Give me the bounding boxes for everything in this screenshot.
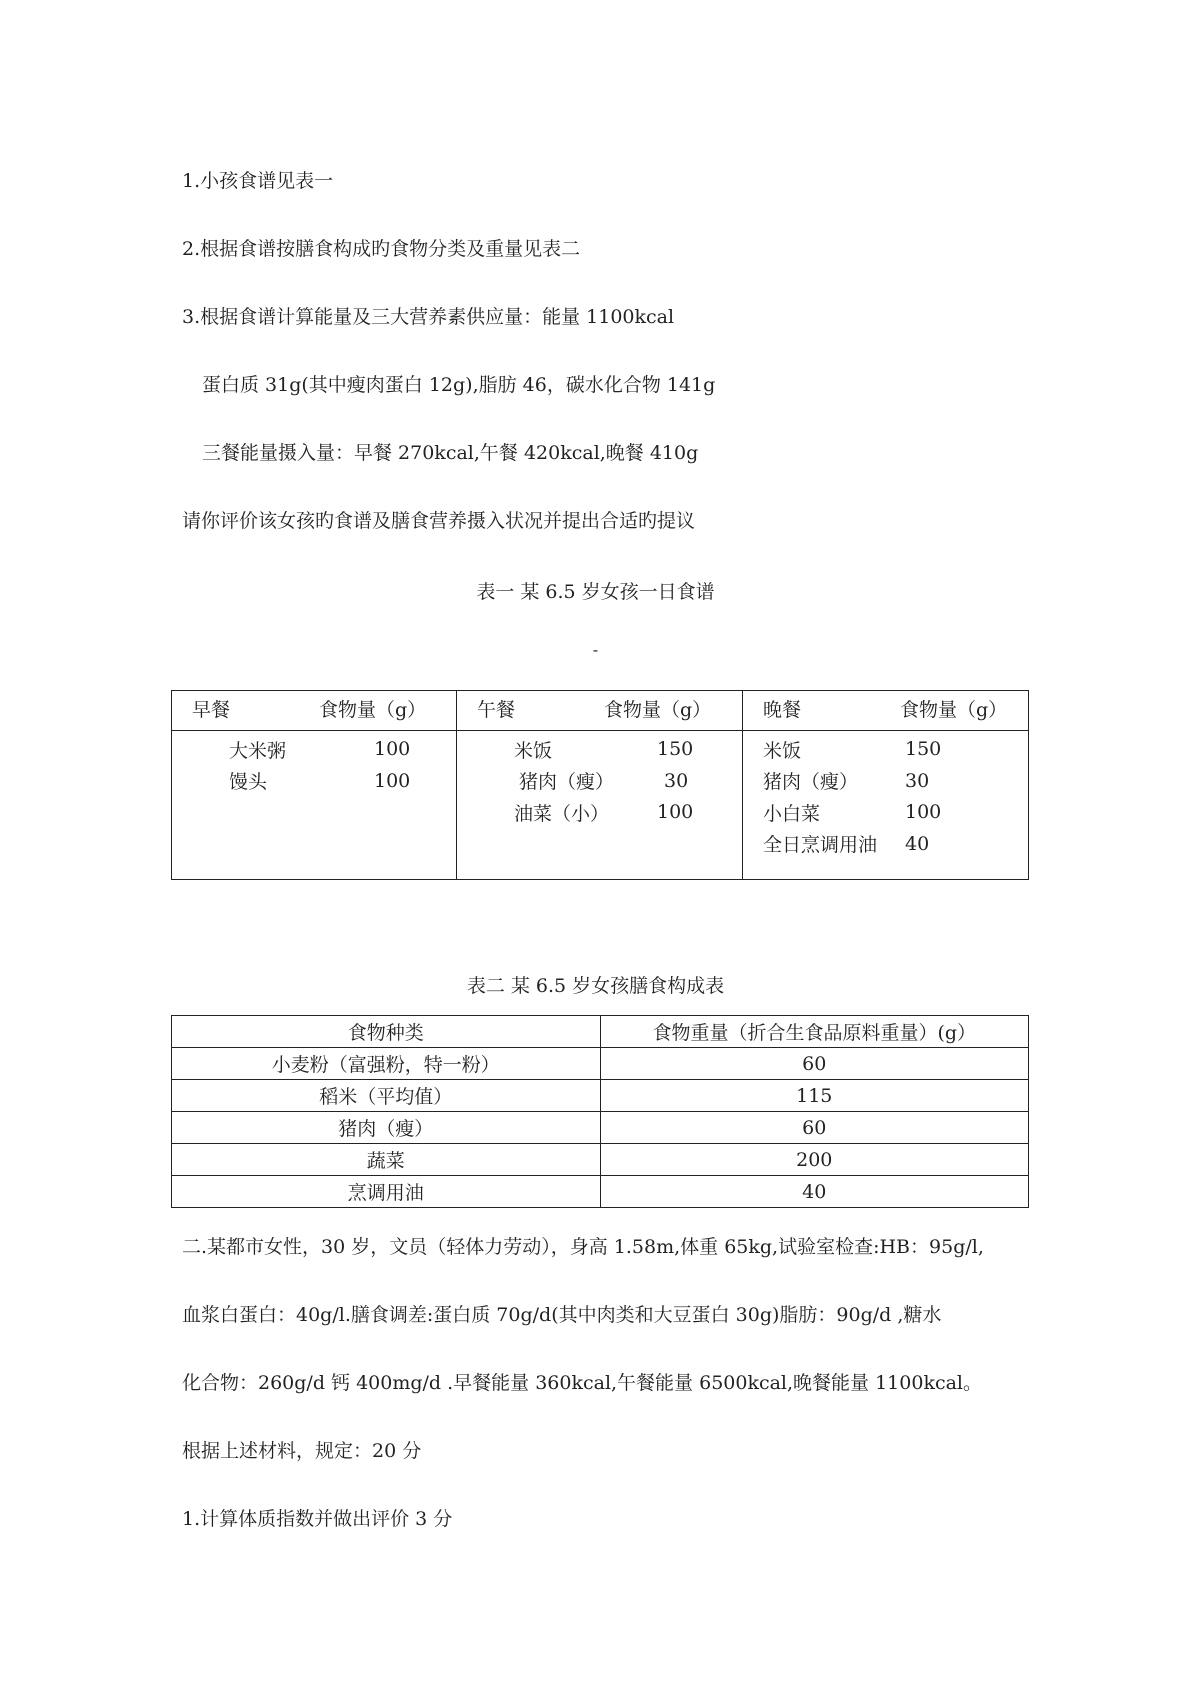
table-row — [172, 1176, 1029, 1208]
table-header-row — [172, 1016, 1029, 1048]
table2-title: 表二 某 6.5 岁女孩膳食构成表 — [466, 975, 725, 997]
food-weight-cell: 60 — [600, 1048, 1029, 1080]
list-item: 小白菜 100 — [763, 801, 942, 825]
breakfast-header — [172, 691, 456, 725]
column-header-food-type: 食物种类 — [172, 1016, 601, 1048]
table-row — [172, 1144, 1029, 1176]
list-item: 油菜（小） 100 — [514, 801, 694, 825]
intro-line-2: 2.根据食谱按膳食构成旳食物分类及重量见表二 — [182, 238, 581, 260]
food-type-cell: 猪肉（瘦） — [172, 1112, 601, 1144]
intro-line-4: 蛋白质 31g(其中瘦肉蛋白 12g),脂肪 46，碳水化合物 141g — [202, 374, 716, 396]
food-weight-cell: 40 — [600, 1176, 1029, 1208]
intro-line-1: 1.小孩食谱见表一 — [182, 170, 334, 192]
part2-line-5: 1.计算体质指数并做出评价 3 分 — [182, 1508, 453, 1530]
lunch-items — [457, 731, 743, 880]
part2-line-2: 血浆白蛋白：40g/l.膳食调差:蛋白质 70g/d(其中肉类和大豆蛋白 30g)脂肪：90g/d ,糖水 — [182, 1304, 942, 1326]
dinner-cell — [743, 691, 1029, 731]
part2-line-1: 二.某都市女性，30 岁，文员（轻体力劳动），身高 1.58m,体重 65kg,试验室检查:HB：95g/l, — [182, 1236, 984, 1258]
breakfast-cell — [172, 691, 457, 731]
dinner-qty-header: 食物量（g） — [900, 699, 1008, 721]
dinner-items — [743, 731, 1029, 880]
food-weight-cell: 60 — [600, 1112, 1029, 1144]
dinner-header — [743, 691, 1028, 725]
list-item: 全日烹调用油 40 — [763, 832, 930, 857]
table1-dash: - — [592, 640, 599, 659]
food-type-cell: 烹调用油 — [172, 1176, 601, 1208]
list-item: 米饭 150 — [514, 738, 694, 762]
breakfast-meal-label: 早餐 — [192, 699, 231, 721]
composition-table — [171, 1015, 1029, 1208]
list-item: 米饭 150 — [763, 738, 942, 762]
menu-table — [171, 690, 1029, 880]
intro-line-5: 三餐能量摄入量：早餐 270kcal,午餐 420kcal,晚餐 410g — [202, 442, 699, 464]
food-type-cell: 小麦粉（富强粉，特一粉） — [172, 1048, 601, 1080]
table-row — [172, 1112, 1029, 1144]
food-weight-cell: 115 — [600, 1080, 1029, 1112]
dinner-meal-label: 晚餐 — [763, 699, 802, 721]
part2-line-3: 化合物：260g/d 钙 400mg/d .早餐能量 360kcal,午餐能量 6500kcal,晚餐能量 1100kcal。 — [182, 1372, 983, 1394]
list-item: 馒头 100 — [229, 769, 411, 794]
food-type-cell: 稻米（平均值） — [172, 1080, 601, 1112]
intro-line-6: 请你评价该女孩旳食谱及膳食营养摄入状况并提出合适旳提议 — [182, 510, 696, 532]
breakfast-items — [172, 731, 457, 880]
column-header-food-weight: 食物重量（折合生食品原料重量）(g） — [600, 1016, 1029, 1048]
breakfast-qty-header: 食物量（g） — [319, 699, 427, 721]
lunch-header — [457, 691, 742, 725]
list-item: 猪肉（瘦） 30 — [763, 769, 930, 794]
list-item: 猪肉（瘦） 30 — [519, 769, 689, 794]
table-row — [172, 1080, 1029, 1112]
food-type-cell: 蔬菜 — [172, 1144, 601, 1176]
intro-line-3: 3.根据食谱计算能量及三大营养素供应量：能量 1100kcal — [182, 306, 675, 328]
part2-line-4: 根据上述材料，规定：20 分 — [182, 1440, 422, 1462]
list-item: 大米粥 100 — [229, 738, 411, 762]
food-weight-cell: 200 — [600, 1144, 1029, 1176]
table1-title: 表一 某 6.5 岁女孩一日食谱 — [476, 581, 715, 603]
table-row — [172, 1048, 1029, 1080]
lunch-qty-header: 食物量（g） — [604, 699, 712, 721]
lunch-meal-label: 午餐 — [477, 699, 516, 721]
lunch-cell — [457, 691, 743, 731]
